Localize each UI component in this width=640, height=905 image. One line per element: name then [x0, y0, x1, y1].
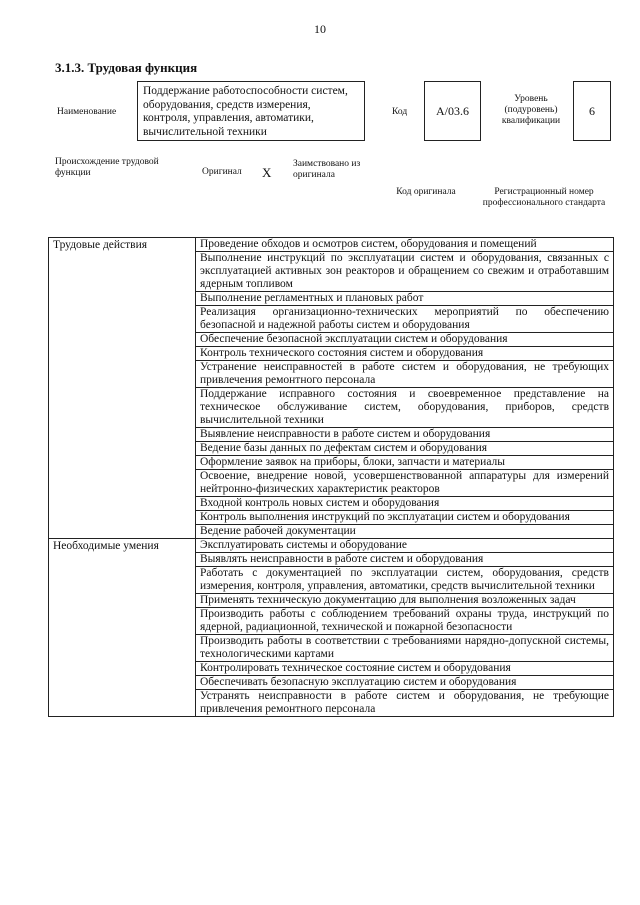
name-value: Поддержание работоспособности систем, оборудования, средств измерения, контроля, управления, автоматики, вычислительной техники — [137, 81, 365, 141]
table-cell-item: Оформление заявок на приборы, блоки, запчасти и материалы — [196, 456, 614, 470]
table-cell-item: Производить работы с соблюдением требований охраны труда, инструкций по ядерной, радиационной, технической и пожарной безопасности — [196, 608, 614, 635]
table-cell-item: Входной контроль новых систем и оборудования — [196, 497, 614, 511]
table-cell-item: Выявление неисправности в работе систем и оборудования — [196, 428, 614, 442]
original-label: Оригинал — [202, 167, 242, 177]
reg-number-label: Регистрационный номер профессионального стандарта — [482, 187, 606, 208]
table-cell-item: Работать с документацией по эксплуатации систем, оборудования, средств измерения, контроля, управления, автоматики, средств вычислительной техники — [196, 567, 614, 594]
table-cell-item: Эксплуатировать системы и оборудование — [196, 539, 614, 553]
table-row — [49, 539, 614, 553]
name-label: Наименование — [57, 107, 117, 117]
code-value: А/03.6 — [424, 81, 481, 141]
table-cell-item: Контроль технического состояния систем и оборудования — [196, 347, 614, 361]
section-category: Необходимые умения — [49, 539, 196, 717]
table-cell-item: Проведение обходов и осмотров систем, оборудования и помещений — [196, 238, 614, 252]
table-cell-item: Обеспечение безопасной эксплуатации систем и оборудования — [196, 333, 614, 347]
table-cell-item: Реализация организационно-технических мероприятий по обеспечению безопасной и надежной работы систем и оборудования — [196, 306, 614, 333]
level-label: Уровень (подуровень) квалификации — [501, 94, 561, 126]
table-cell-item: Обеспечивать безопасную эксплуатацию систем и оборудования — [196, 676, 614, 690]
original-mark: X — [262, 165, 272, 180]
table-cell-item: Выявлять неисправности в работе систем и оборудования — [196, 553, 614, 567]
borrowed-label: Заимствовано из оригинала — [293, 159, 361, 180]
origin-label: Происхождение трудовой функции — [55, 157, 159, 178]
table-cell-item: Контроль выполнения инструкций по эксплуатации систем и оборудования — [196, 511, 614, 525]
table-cell-item: Применять техническую документацию для выполнения возложенных задач — [196, 594, 614, 608]
table-cell-item: Производить работы в соответствии с требованиями нарядно-допускной системы, технологическими картами — [196, 635, 614, 662]
table-cell-item: Выполнение инструкций по эксплуатации систем и оборудования, связанных с эксплуатацией активных зон реакторов и обращением со свежим и отработавшим ядерным топливом — [196, 252, 614, 292]
table-cell-item: Устранять неисправности в работе систем и оборудования, не требующие привлечения ремонтного персонала — [196, 690, 614, 717]
level-value: 6 — [573, 81, 611, 141]
table-cell-item: Устранение неисправностей в работе систем и оборудования, не требующих привлечения ремонтного персонала — [196, 361, 614, 388]
section-title: 3.1.3. Трудовая функция — [55, 60, 198, 75]
page-number: 10 — [314, 22, 326, 36]
table-cell-item: Освоение, внедрение новой, усовершенствованной аппаратуры для измерений нейтронно-физических характеристик реакторов — [196, 470, 614, 497]
code-label: Код — [392, 107, 408, 117]
section-category: Трудовые действия — [49, 238, 196, 539]
table-row — [49, 238, 614, 252]
table-cell-item: Ведение базы данных по дефектам систем и оборудования — [196, 442, 614, 456]
table-cell-item: Контролировать техническое состояние систем и оборудования — [196, 662, 614, 676]
table-cell-item: Выполнение регламентных и плановых работ — [196, 292, 614, 306]
table-cell-item: Поддержание исправного состояния и своевременное представление на техническое обслуживание систем, оборудования, приборов, средств вычислительной техники — [196, 388, 614, 428]
table-cell-item: Ведение рабочей документации — [196, 525, 614, 539]
code-original-label: Код оригинала — [396, 187, 456, 197]
function-table — [48, 237, 614, 717]
